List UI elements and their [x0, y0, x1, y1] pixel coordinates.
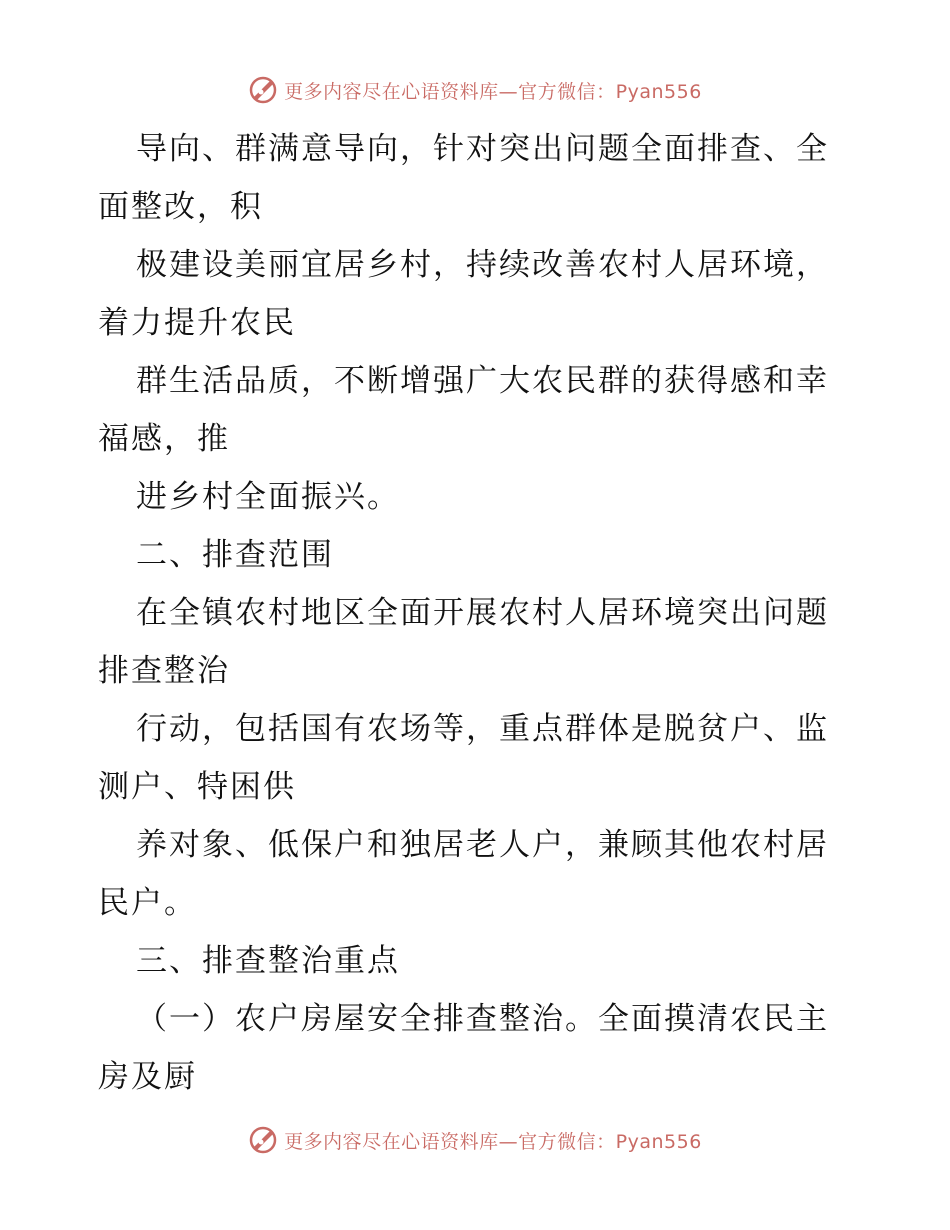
text-line: （一）农户房屋安全排查整治。全面摸清农民主	[136, 1001, 829, 1037]
text-line: 三、排查整治重点	[136, 943, 400, 979]
header-watermark	[0, 72, 950, 108]
footer-watermark	[0, 1122, 950, 1158]
text-line: 房及厨	[98, 1059, 197, 1095]
text-line: 排查整治	[98, 653, 230, 689]
text-line: 行动，包括国有农场等，重点群体是脱贫户、监	[136, 711, 829, 747]
text-line: 测户、特困供	[98, 769, 296, 805]
text-line: 极建设美丽宜居乡村，持续改善农村人居环境，	[136, 247, 829, 283]
watermark-text: 更多内容尽在心语资料库—官方微信：Pyan556	[284, 1130, 702, 1153]
text-line: 进乡村全面振兴。	[136, 479, 400, 515]
document-body	[98, 120, 858, 1106]
watermark-text: 更多内容尽在心语资料库—官方微信：Pyan556	[284, 80, 702, 103]
text-line: 民户。	[98, 885, 197, 921]
text-line: 导向、群满意导向，针对突出问题全面排查、全	[136, 131, 829, 167]
text-line: 着力提升农民	[98, 305, 296, 341]
text-line: 面整改，积	[98, 189, 263, 225]
text-line: 二、排查范围	[136, 537, 334, 573]
text-line: 在全镇农村地区全面开展农村人居环境突出问题	[136, 595, 829, 631]
text-line: 群生活品质，不断增强广大农民群的获得感和幸	[136, 363, 829, 399]
watermark-logo-icon	[248, 75, 278, 105]
text-line: 养对象、低保户和独居老人户，兼顾其他农村居	[136, 827, 829, 863]
text-line: 福感，推	[98, 421, 230, 457]
watermark-logo-icon	[248, 1125, 278, 1155]
